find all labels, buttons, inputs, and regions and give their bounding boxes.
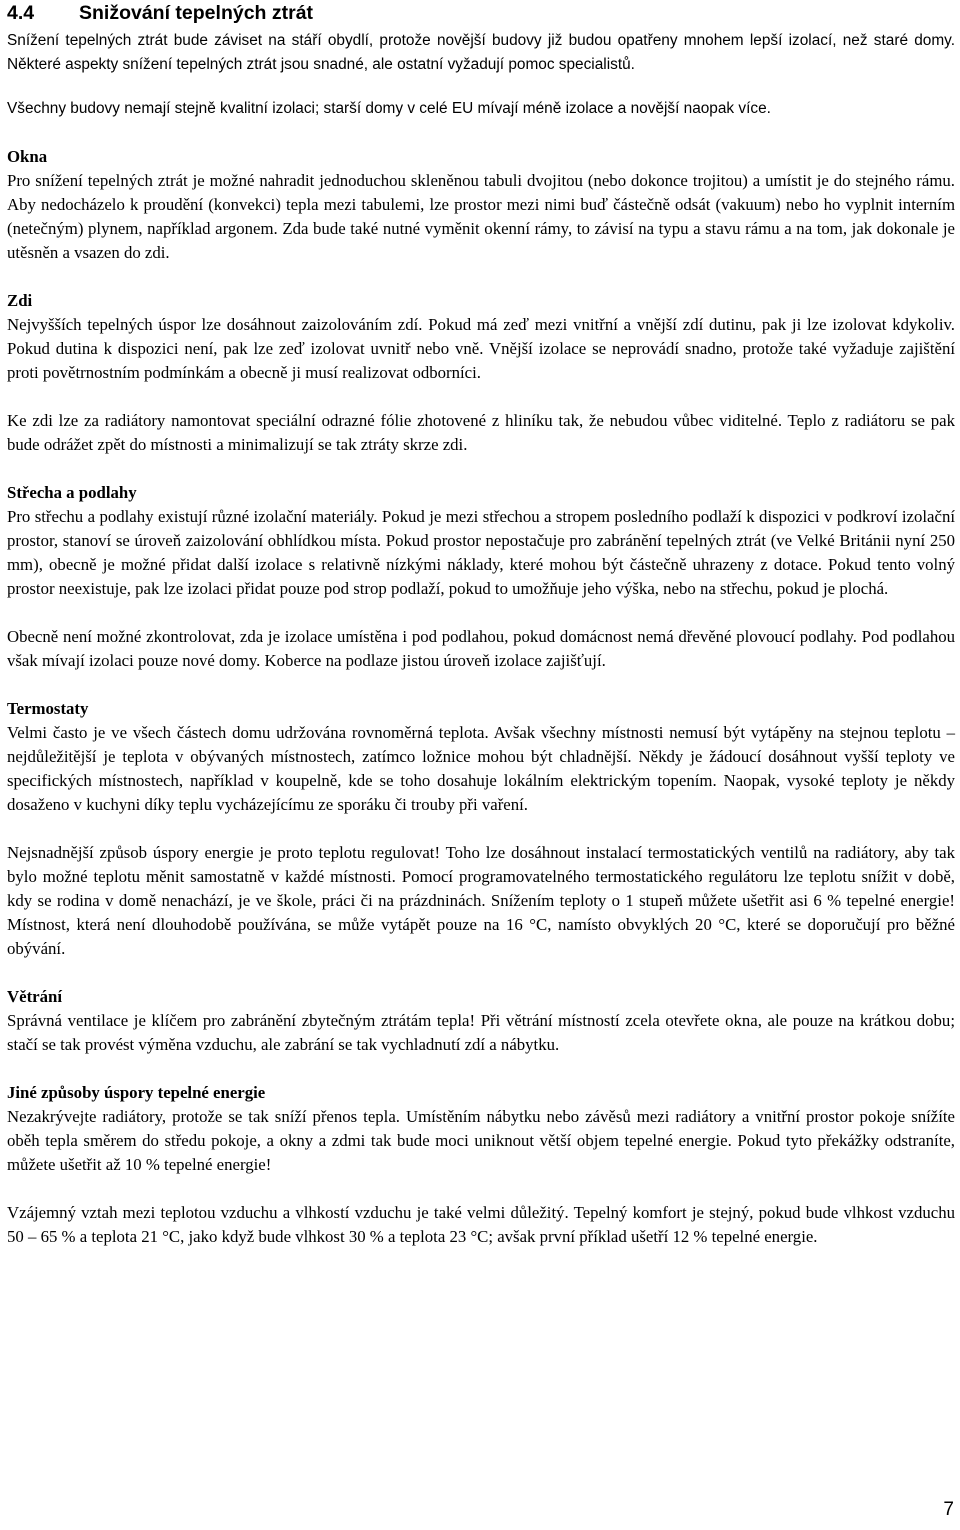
body-paragraph: Obecně není možné zkontrolovat, zda je izolace umístěna i pod podlahou, pokud domácnost nemá dřevěné plovoucí podlahy. Pod podlahou však mívají izolaci pouze nové domy. Koberce na podlaze jistou úroveň izolace zajišťují. — [7, 627, 955, 670]
section-title: Termostaty — [7, 699, 89, 718]
body-paragraph: Nezakrývejte radiátory, protože se tak sníží přenos tepla. Umístěním nábytku nebo závěsů mezi radiátory a vnitřní prostor pokoje snížíte oběh tepla směrem do středu pokoje, a okny a zdmi tak bude moci uniknout větší objem tepelné energie. Pokud tyto překážky odstraníte, můžete ušetřit až 10 % tepelné energie! — [7, 1107, 955, 1174]
section-title: Zdi — [7, 291, 33, 310]
body-paragraph: Pro snížení tepelných ztrát je možné nahradit jednoduchou skleněnou tabuli dvojitou (nebo dokonce trojitou) a umístit je do stejného rámu. Aby nedocházelo k proudění (konvekci) tepla mezi tabulemi, lze prostor mezi nimi buď částečně odsát (vakuum) nebo ho vyplnit interním (netečným) plynem, například argonem. Zda bude také nutné vyměnit okenní rámy, to závisí na typu a stavu rámu a na tom, jak dokonale je utěsněn a vsazen do zdi. — [7, 171, 955, 262]
body-paragraph: Ke zdi lze za radiátory namontovat speciální odrazné fólie zhotovené z hliníku tak, že nebudou vůbec viditelné. Teplo z radiátoru se pak bude odrážet zpět do místnosti a minimalizují se tak ztráty skrze zdi. — [7, 411, 955, 454]
section-zdi — [7, 289, 955, 457]
chapter-number: 4.4 — [7, 2, 35, 24]
body-paragraph: Nejvyšších tepelných úspor lze dosáhnout zaizolováním zdí. Pokud má zeď mezi vnitřní a vnější zdí dutinu, pak ji lze izolovat kdykoliv. Pokud dutina k dispozici není, pak lze zeď izolovat uvnitř nebo vně. Vnější izolace se neprovádí snadno, protože také vyžaduje zajištění proti povětrnostním podmínkám a obecně ji musí realizovat odborníci. — [7, 315, 955, 382]
body-paragraph: Velmi často je ve všech částech domu udržována rovnoměrná teplota. Avšak všechny místnosti nemusí být vytápěny na stejnou teplotu – nejdůležitější je teplota v obývaných místnostech, zatímco ložnice mohou být chladnější. Někdy je žádoucí dosáhnout vyšší teploty ve specifických místnostech, například v koupelně, kde se toho dosahuje lokálním elektrickým topením. Naopak, vysoké teploty je někdy dosaženo v kuchyni díky teplu vycházejícímu ze sporáku či trouby při vaření. — [7, 723, 955, 814]
section-jine-zpusoby — [7, 1081, 955, 1249]
section-strecha-a-podlahy — [7, 481, 955, 673]
section-title: Střecha a podlahy — [7, 483, 137, 502]
intro-paragraph: Snížení tepelných ztrát bude záviset na stáří obydlí, protože novější budovy již budou opatřeny mnohem lepší izolací, než staré domy. Některé aspekty snížení tepelných ztrát jsou snadné, ale ostatní vyžadují pomoc specialistů. — [7, 32, 955, 73]
chapter-title: Snižování tepelných ztrát — [79, 2, 314, 24]
section-vetrani — [7, 985, 955, 1057]
body-paragraph: Nejsnadnější způsob úspory energie je proto teplotu regulovat! Toho lze dosáhnout instalací termostatických ventilů na radiátory, aby tak bylo možné teplotu měnit samostatně v každé místnosti. Pomocí programovatelného termostatického regulátoru lze teplotu snížit v době, kdy se rodina v domě nenachází, je ve škole, práci či na prázdninách. Snížením teploty o 1 stupeň můžete ušetřit asi 6 % tepelné energie! Místnost, která není dlouhodobě používána, se může vytápět pouze na 16 °C, namísto obvyklých 20 °C, které se doporučují pro běžné obývání. — [7, 843, 955, 958]
page-number: 7 — [943, 1499, 954, 1520]
intro-paragraph: Všechny budovy nemají stejně kvalitní izolaci; starší domy v celé EU mívají méně izolace a novější naopak více. — [7, 100, 771, 117]
body-paragraph: Vzájemný vztah mezi teplotou vzduchu a vlhkostí vzduchu je také velmi důležitý. Tepelný komfort je stejný, pokud bude vlhkost vzduchu 50 – 65 % a teplota 21 °C, jako když bude vlhkost 30 % a teplota 23 °C; avšak první příklad ušetří 12 % tepelné energie. — [7, 1203, 955, 1246]
section-termostaty — [7, 697, 955, 961]
section-okna — [7, 145, 955, 265]
body-paragraph: Správná ventilace je klíčem pro zabránění zbytečným ztrátám tepla! Při větrání místností zcela otevřete okna, ale pouze na krátkou dobu; stačí se tak provést výměna vzduchu, ale zabrání se tak vychladnutí zdí a nábytku. — [7, 1011, 955, 1054]
section-title: Jiné způsoby úspory tepelné energie — [7, 1083, 266, 1102]
section-title: Větrání — [7, 987, 62, 1006]
section-title: Okna — [7, 147, 48, 166]
body-paragraph: Pro střechu a podlahy existují různé izolační materiály. Pokud je mezi střechou a stropem posledního podlaží k dispozici v podkroví izolační prostor, stanoví se úroveň zaizolování obhlídkou místa. Pokud prostor nepostačuje pro zabránění tepelných ztrát (ve Velké Británii nyní 250 mm), obecně je možné přidat další izolace s relativně nízkými náklady, které mohou být částečně uhrazeny z dotace. Pokud tento volný prostor neexistuje, pak lze izolaci přidat pouze pod strop podlaží, pokud to umožňuje jeho výška, nebo na střechu, pokud je plochá. — [7, 507, 955, 598]
chapter-heading — [7, 0, 955, 25]
document-page — [7, 0, 955, 1249]
